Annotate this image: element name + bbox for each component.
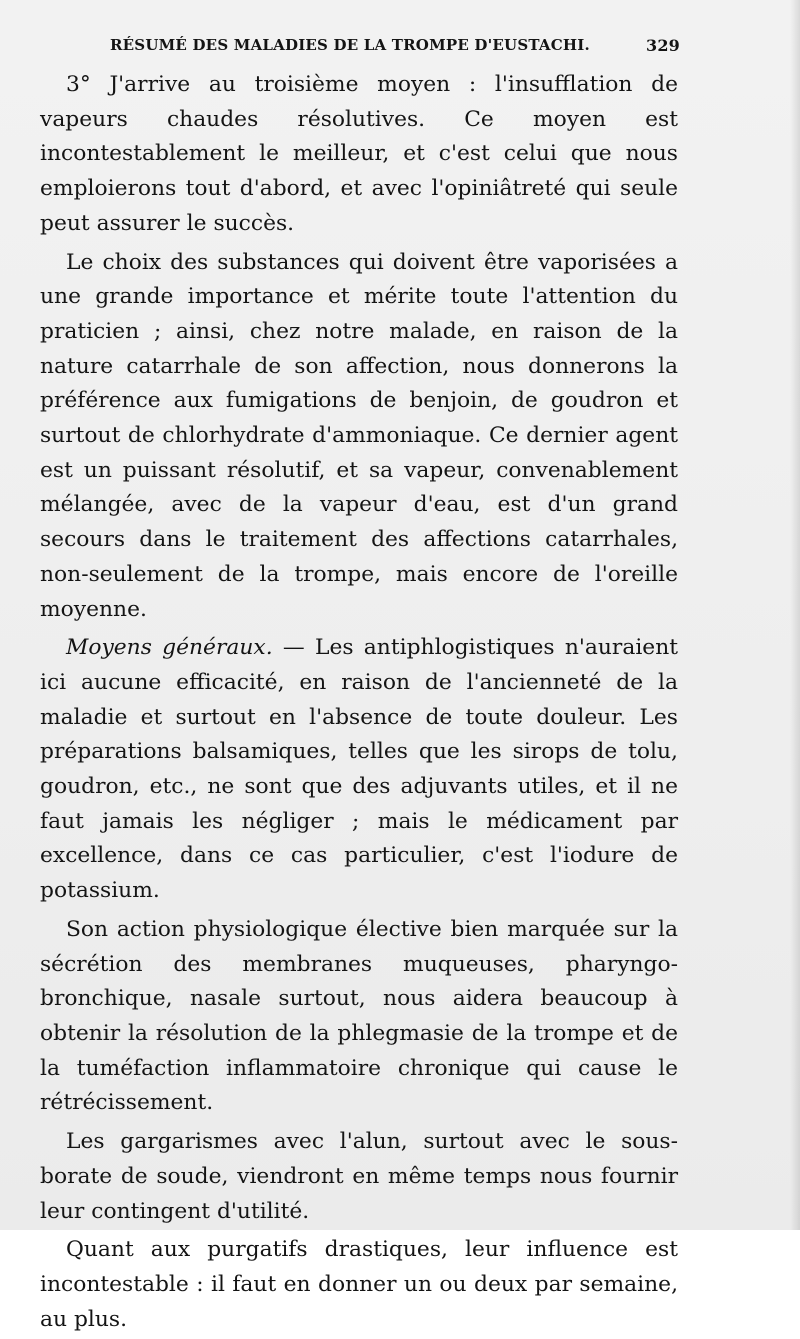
paragraph-moyens-generaux xyxy=(40,631,678,909)
body-text xyxy=(40,68,678,1339)
paragraph-action-physiologique: Son action physiologique élective bien marquée sur la sécrétion des membranes muqueuses, pharyngo-bronchique, nasale surtout, nous aidera beaucoup à obtenir la résolution de la phlegmasie de la trompe et de la tuméfaction inflammatoire chronique qui cause le rétrécissement. xyxy=(40,916,678,1116)
header-title: RÉSUMÉ DES MALADIES DE LA TROMPE D'EUSTACHI. xyxy=(110,36,590,54)
paragraph-purgatifs: Quant aux purgatifs drastiques, leur influence est incontestable : il faut en donner un ou deux par semaine, au plus. xyxy=(40,1237,678,1332)
page-number: 329 xyxy=(646,36,680,55)
paragraph-substances: Le choix des substances qui doivent être vaporisées a une grande importance et mérite toute l'attention du praticien ; ainsi, chez notre malade, en raison de la nature catarrhale de son affection, nous donnerons la préférence aux fumigations de benjoin, de goudron et surtout de chlorhydrate d'ammoniaque. Ce dernier agent est un puissant résolutif, et sa vapeur, convenablement mélangée, avec de la vapeur d'eau, est d'un grand secours dans le traitement des affections catarrhales, non-seulement de la trompe, mais encore de l'oreille moyenne. xyxy=(40,249,678,622)
running-header xyxy=(110,36,680,60)
paragraph-moyens-generaux-text: — Les antiphlogistiques n'auraient ici aucune efficacité, en raison de l'ancienneté de la maladie et surtout en l'absence de toute douleur. Les préparations balsamiques, telles que les sirops de tolu, goudron, etc., ne sont que des adjuvants utiles, et il ne faut jamais les négliger ; mais le médicament par excellence, dans ce cas particulier, c'est l'iodure de potassium. xyxy=(40,635,678,904)
section-lead-italic: Moyens généraux. xyxy=(66,635,273,661)
page-edge-shadow xyxy=(790,0,800,1230)
paragraph-insufflation: 3° J'arrive au troisième moyen : l'insufflation de vapeurs chaudes résolutives. Ce moyen est incontestablement le meilleur, et c'est celui que nous emploierons tout d'abord, et avec l'opiniâtreté qui seule peut assurer le succès. xyxy=(40,72,678,236)
paragraph-gargarismes: Les gargarismes avec l'alun, surtout avec le sous-borate de soude, viendront en même temps nous fournir leur contingent d'utilité. xyxy=(40,1129,678,1224)
